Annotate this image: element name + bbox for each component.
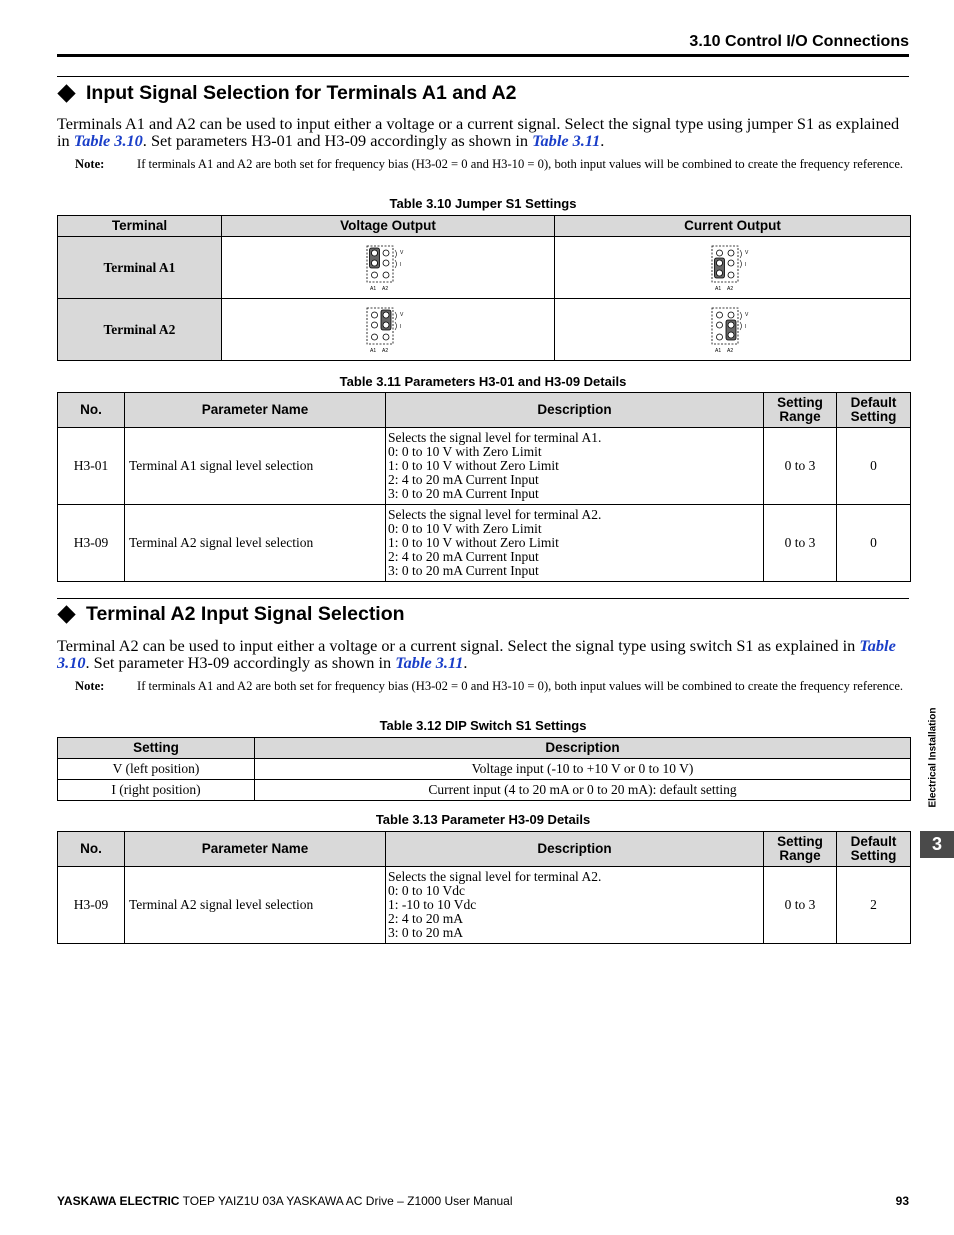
- svg-text:V: V: [744, 311, 748, 318]
- section-rule: [57, 598, 909, 599]
- svg-text:A1: A1: [370, 285, 377, 292]
- jumper-diagram-cell: [555, 237, 911, 299]
- table-link[interactable]: Table 3.10: [57, 636, 896, 672]
- column-header: No.: [58, 393, 125, 428]
- description-cell: Voltage input (-10 to +10 V or 0 to 10 V): [255, 759, 911, 780]
- param-no: H3-09: [58, 505, 125, 582]
- section-header: 3.10 Control I/O Connections: [689, 33, 909, 50]
- table-caption: Table 3.11 Parameters H3-01 and H3-09 Details: [339, 374, 627, 389]
- jumper-a2-current-diagram: [710, 306, 756, 354]
- column-header: Voltage Output: [222, 216, 555, 237]
- parameter-details-table: [57, 392, 911, 582]
- column-header: Terminal: [58, 216, 222, 237]
- svg-text:I: I: [400, 261, 402, 268]
- note-label: Note:: [75, 157, 105, 171]
- table-link[interactable]: Table 3.10: [73, 131, 143, 150]
- section-paragraph: Terminals A1 and A2 can be used to input either a voltage or a current signal. Select the signal type using jumper S1 as explained in Table 3.10. Set parameters H3-01 and H3-09 accordingly as shown in Table 3.11.: [57, 114, 900, 150]
- chapter-tab: 3: [920, 831, 954, 858]
- param-no: H3-01: [58, 428, 125, 505]
- jumper-a2-voltage-diagram: [365, 306, 411, 354]
- table-link[interactable]: Table 3.11: [532, 131, 601, 150]
- svg-text:A2: A2: [726, 285, 733, 292]
- footer-doc: YASKAWA ELECTRIC TOEP YAIZ1U 03A YASKAWA AC Drive – Z1000 User Manual: [57, 1194, 513, 1208]
- section-heading: Input Signal Selection for Terminals A1 and A2: [57, 82, 517, 105]
- footer: [57, 1194, 909, 1208]
- setting-cell: I (right position): [58, 780, 255, 801]
- table-row: [58, 428, 911, 505]
- param-name: Terminal A2 signal level selection: [125, 505, 386, 582]
- table-caption: Table 3.13 Parameter H3-09 Details: [375, 812, 591, 827]
- param-default: 0: [837, 428, 911, 505]
- diamond-bullet-icon: [57, 605, 75, 623]
- param-desc: Selects the signal level for terminal A2. 0: 0 to 10 V with Zero Limit 1: 0 to 10 V without Zero Limit 2: 4 to 20 mA Current Input 3: 0 to 20 mA Current Input: [386, 505, 764, 582]
- param-default: 2: [837, 867, 911, 944]
- column-header: No.: [58, 832, 125, 867]
- table-row: [58, 867, 911, 944]
- note: [75, 679, 909, 693]
- note: [75, 157, 909, 171]
- jumper-a1-current-diagram: [710, 244, 756, 292]
- note-text: If terminals A1 and A2 are both set for frequency bias (H3-02 = 0 and H3-10 = 0), both input values will be combined to create the frequency reference.: [137, 679, 904, 693]
- column-header: Setting: [58, 738, 255, 759]
- parameter-h3-09-table: [57, 831, 911, 944]
- svg-text:A2: A2: [382, 347, 389, 354]
- column-header: Current Output: [555, 216, 911, 237]
- svg-text:A1: A1: [714, 347, 721, 354]
- column-header: Setting Range: [764, 832, 837, 867]
- param-default: 0: [837, 505, 911, 582]
- column-header: Description: [386, 393, 764, 428]
- param-name: Terminal A1 signal level selection: [125, 428, 386, 505]
- param-no: H3-09: [58, 867, 125, 944]
- column-header: Default Setting: [837, 393, 911, 428]
- param-range: 0 to 3: [764, 428, 837, 505]
- column-header: Description: [255, 738, 911, 759]
- param-range: 0 to 3: [764, 505, 837, 582]
- svg-text:I: I: [744, 261, 746, 268]
- setting-cell: V (left position): [58, 759, 255, 780]
- svg-text:V: V: [400, 311, 404, 318]
- table-row: [58, 505, 911, 582]
- section-paragraph: Terminal A2 can be used to input either a voltage or a current signal. Select the signal type using switch S1 as explained in Table 3.10. Set parameter H3-09 accordingly as shown in Table 3.11.: [57, 636, 896, 672]
- table-row: [58, 299, 911, 361]
- section-rule: [57, 76, 909, 77]
- column-header: Parameter Name: [125, 832, 386, 867]
- table-row: [58, 780, 911, 801]
- terminal-label: Terminal A2: [58, 299, 222, 361]
- svg-text:V: V: [744, 249, 748, 256]
- jumper-diagram-cell: [222, 299, 555, 361]
- jumper-a1-voltage-diagram: [365, 244, 411, 292]
- param-range: 0 to 3: [764, 867, 837, 944]
- svg-text:A2: A2: [382, 285, 389, 292]
- param-name: Terminal A2 signal level selection: [125, 867, 386, 944]
- jumper-diagram-cell: [555, 299, 911, 361]
- svg-text:V: V: [400, 249, 404, 256]
- side-tab: [925, 700, 939, 820]
- note-text: If terminals A1 and A2 are both set for frequency bias (H3-02 = 0 and H3-10 = 0), both input values will be combined to create the frequency reference.: [137, 157, 904, 171]
- description-cell: Current input (4 to 20 mA or 0 to 20 mA): default setting: [255, 780, 911, 801]
- section-heading: Terminal A2 Input Signal Selection: [57, 603, 405, 626]
- svg-text:I: I: [400, 323, 402, 330]
- column-header: Setting Range: [764, 393, 837, 428]
- table-link[interactable]: Table 3.11: [395, 653, 464, 672]
- table-caption: Table 3.12 DIP Switch S1 Settings: [379, 718, 587, 733]
- dip-switch-table: [57, 737, 911, 801]
- svg-text:A1: A1: [714, 285, 721, 292]
- svg-text:A1: A1: [370, 347, 377, 354]
- column-header: Default Setting: [837, 832, 911, 867]
- terminal-label: Terminal A1: [58, 237, 222, 299]
- page-number: 93: [895, 1194, 909, 1208]
- param-desc: Selects the signal level for terminal A1. 0: 0 to 10 V with Zero Limit 1: 0 to 10 V without Zero Limit 2: 4 to 20 mA Current Input 3: 0 to 20 mA Current Input: [386, 428, 764, 505]
- header-rule: [57, 54, 909, 57]
- jumper-settings-table: [57, 215, 911, 361]
- note-label: Note:: [75, 679, 105, 693]
- table-caption: Table 3.10 Jumper S1 Settings: [389, 196, 577, 211]
- diamond-bullet-icon: [57, 84, 75, 102]
- svg-text:A2: A2: [726, 347, 733, 354]
- svg-text:I: I: [744, 323, 746, 330]
- side-tab-label: Electrical Installation: [927, 707, 939, 808]
- jumper-diagram-cell: [222, 237, 555, 299]
- column-header: Parameter Name: [125, 393, 386, 428]
- table-row: [58, 759, 911, 780]
- column-header: Description: [386, 832, 764, 867]
- table-row: [58, 237, 911, 299]
- param-desc: Selects the signal level for terminal A2. 0: 0 to 10 Vdc 1: -10 to 10 Vdc 2: 4 to 20 mA 3: 0 to 20 mA: [386, 867, 764, 944]
